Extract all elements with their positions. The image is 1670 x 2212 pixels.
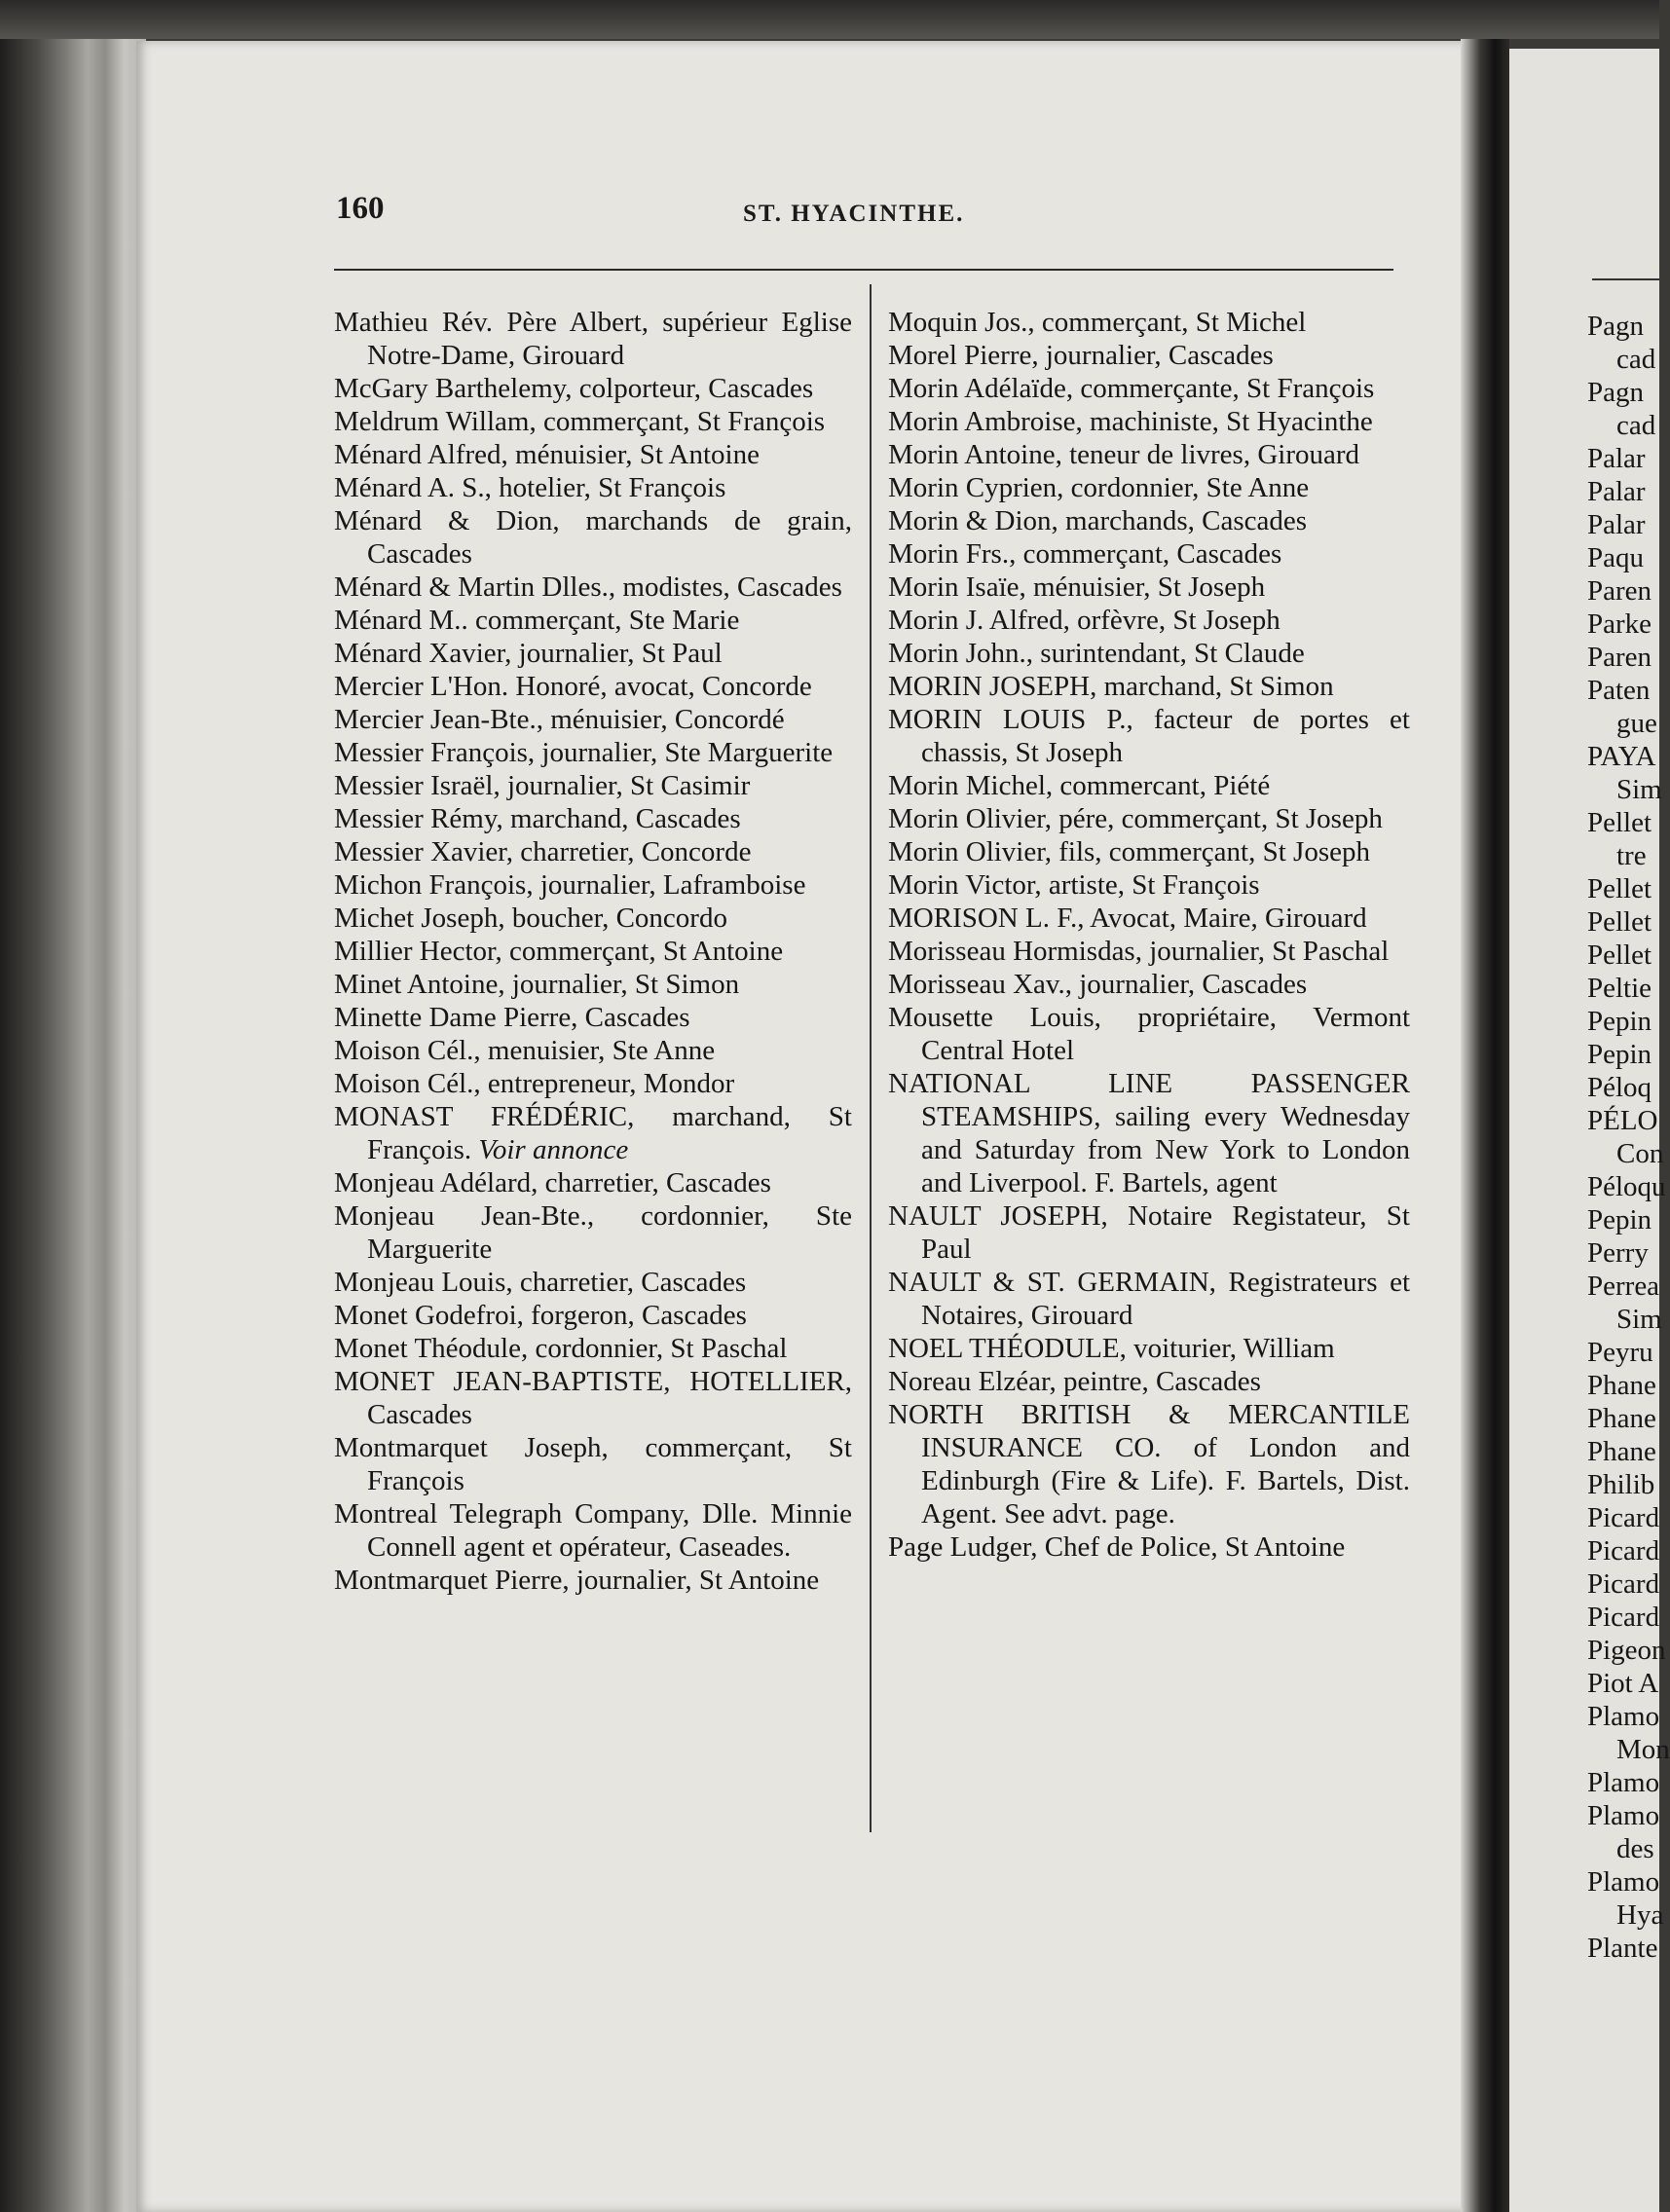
directory-entry	[888, 1199, 1410, 1266]
directory-entry	[334, 438, 852, 471]
entry-text: Morisseau Hormisdas, journalier, St Paschal	[888, 936, 1390, 967]
facing-page-fragment: Pellet	[1587, 807, 1652, 838]
entry-text: Morin Ambroise, machiniste, St Hyacinthe	[888, 406, 1373, 437]
entry-text: Morin J. Alfred, orfèvre, St Joseph	[888, 605, 1280, 636]
entry-text: Messier Israël, journalier, St Casimir	[334, 770, 751, 801]
entry-text: Monet Godefroi, forgeron, Cascades	[334, 1300, 747, 1331]
entry-text: NAULT JOSEPH, Notaire Registateur, St Paul	[888, 1200, 1410, 1265]
entry-text: Messier François, journalier, Ste Marguerite	[334, 737, 834, 768]
entry-text: Michet Joseph, boucher, Concordo	[334, 903, 727, 934]
directory-entry	[888, 902, 1410, 935]
entry-text: Millier Hector, commerçant, St Antoine	[334, 936, 784, 967]
facing-page-fragment: Pagn	[1587, 377, 1644, 408]
facing-page-fragment: tre	[1616, 840, 1647, 871]
directory-entry	[334, 604, 852, 637]
directory-entry	[334, 1100, 852, 1166]
directory-entry	[334, 1001, 852, 1034]
facing-page-fragment: Picard	[1587, 1502, 1660, 1533]
facing-page-fragment: Perry	[1587, 1237, 1649, 1269]
facing-page-fragment: Pagn	[1587, 311, 1644, 342]
entry-text: Page Ludger, Chef de Police, St Antoine	[888, 1531, 1346, 1563]
entry-text: Mercier Jean-Bte., ménuisier, Concordé	[334, 704, 785, 735]
facing-page-rule	[1592, 278, 1659, 280]
directory-entry	[334, 1199, 852, 1266]
directory-entry	[334, 1497, 852, 1564]
facing-page-fragment: Pepin	[1587, 1204, 1652, 1235]
directory-entry	[334, 571, 852, 604]
facing-page-fragment: Picard	[1587, 1535, 1660, 1567]
directory-entry	[334, 1266, 852, 1299]
directory-entry	[334, 1166, 852, 1199]
directory-entry	[334, 868, 852, 902]
facing-page-fragment: Paren	[1587, 575, 1652, 607]
entry-text: Monet Théodule, cordonnier, St Paschal	[334, 1333, 788, 1364]
right-column	[888, 306, 1410, 1564]
facing-page-fragment: PÉLO	[1587, 1105, 1658, 1136]
directory-entry	[888, 1365, 1410, 1398]
directory-entry	[888, 471, 1410, 504]
entry-text: Minet Antoine, journalier, St Simon	[334, 969, 740, 1000]
entry-text: Morin Adélaïde, commerçante, St François	[888, 373, 1375, 404]
directory-entry	[888, 670, 1410, 703]
entry-text: Morin Isaïe, ménuisier, St Joseph	[888, 571, 1266, 603]
entry-text: Morisseau Xav., journalier, Cascades	[888, 969, 1308, 1000]
directory-entry	[888, 769, 1410, 802]
entry-text: MONAST FRÉDÉRIC, marchand, St François.	[334, 1101, 852, 1165]
entry-text: Montmarquet Pierre, journalier, St Antoine	[334, 1565, 820, 1596]
directory-entry	[334, 405, 852, 438]
facing-page-fragment: Pepin	[1587, 1039, 1652, 1070]
directory-entry	[888, 968, 1410, 1001]
entry-text: NAULT & ST. GERMAIN, Registrateurs et Notaires, Girouard	[888, 1267, 1410, 1331]
entry-text: NORTH BRITISH & MERCANTILE INSURANCE CO. of London and Edinburgh (Fire & Life). F. Bartels, Dist. Agent. See advt. page.	[888, 1399, 1410, 1530]
facing-page-fragment: Parke	[1587, 608, 1652, 640]
entry-text: NOEL THÉODULE, voiturier, William	[888, 1333, 1335, 1364]
entry-text: Monjeau Louis, charretier, Cascades	[334, 1267, 747, 1298]
facing-page-fragment: Pellet	[1587, 940, 1652, 971]
facing-page-fragment: Picard	[1587, 1568, 1660, 1600]
entry-text: Ménard & Dion, marchands de grain, Cascades	[334, 505, 852, 570]
facing-page-fragment: Paten	[1587, 675, 1651, 706]
facing-page-fragment: Perrea	[1587, 1271, 1660, 1302]
entry-text: Morel Pierre, journalier, Cascades	[888, 340, 1274, 371]
entry-text: Monjeau Jean-Bte., cordonnier, Ste Marguerite	[334, 1200, 852, 1265]
facing-page-fragment: Mon	[1616, 1734, 1670, 1765]
directory-entry	[888, 1001, 1410, 1067]
entry-text: Ménard A. S., hotelier, St François	[334, 472, 726, 503]
entry-text: Morin John., surintendant, St Claude	[888, 638, 1305, 669]
directory-entry	[888, 802, 1410, 835]
facing-page-fragment: Plamo	[1587, 1701, 1660, 1732]
directory-entry	[888, 372, 1410, 405]
entry-text: Morin & Dion, marchands, Cascades	[888, 505, 1308, 536]
entry-text: Ménard Alfred, ménuisier, St Antoine	[334, 439, 760, 470]
directory-entry	[334, 1365, 852, 1431]
entry-text: Messier Rémy, marchand, Cascades	[334, 803, 741, 834]
directory-entry	[334, 902, 852, 935]
top-shadow	[0, 0, 1659, 39]
entry-text: Mousette Louis, propriétaire, Vermont Central Hotel	[888, 1002, 1410, 1066]
directory-entry	[888, 1067, 1410, 1199]
directory-entry	[334, 1299, 852, 1332]
directory-entry	[334, 1431, 852, 1497]
entry-text: Morin Victor, artiste, St François	[888, 869, 1260, 901]
facing-page-fragment: des	[1616, 1833, 1654, 1864]
entry-text: MONET JEAN-BAPTISTE, HOTELLIER, Cascades	[334, 1366, 852, 1430]
entry-text: Morin Antoine, teneur de livres, Girouard	[888, 439, 1360, 470]
book-gutter	[1461, 39, 1509, 2212]
entry-text: Meldrum Willam, commerçant, St François	[334, 406, 826, 437]
directory-entry	[334, 372, 852, 405]
entry-text: Minette Dame Pierre, Cascades	[334, 1002, 690, 1033]
entry-text: Morin Michel, commercant, Piété	[888, 770, 1271, 801]
facing-page-fragment: Palar	[1587, 476, 1646, 507]
facing-page-fragment: Plamo	[1587, 1767, 1660, 1798]
directory-entry	[334, 835, 852, 868]
directory-entry	[888, 438, 1410, 471]
entry-text: Montmarquet Joseph, commerçant, St François	[334, 1432, 852, 1496]
facing-page-fragment: Péloq	[1587, 1072, 1652, 1103]
entry-text: Messier Xavier, charretier, Concorde	[334, 836, 752, 867]
directory-entry	[888, 405, 1410, 438]
facing-page-fragment: PAYA	[1587, 741, 1656, 772]
facing-page-fragment: Con	[1616, 1138, 1664, 1169]
facing-page-fragment: Péloqu	[1587, 1171, 1666, 1202]
facing-page-fragment: Philib	[1587, 1469, 1655, 1500]
entry-text: Morin Olivier, pére, commerçant, St Joseph	[888, 803, 1383, 834]
entry-text: MORIN LOUIS P., facteur de portes et chassis, St Joseph	[888, 704, 1410, 768]
entry-text: Moquin Jos., commerçant, St Michel	[888, 307, 1307, 338]
directory-entry	[334, 1332, 852, 1365]
directory-entry	[888, 1332, 1410, 1365]
directory-entry	[888, 868, 1410, 902]
book-binding-edge	[0, 0, 146, 2212]
directory-entry	[334, 471, 852, 504]
facing-page-fragment: gue	[1616, 708, 1657, 739]
facing-page-fragment: Peyru	[1587, 1337, 1653, 1368]
entry-text: Moison Cél., menuisier, Ste Anne	[334, 1035, 716, 1066]
facing-page-fragment: Palar	[1587, 443, 1646, 474]
facing-page-fragment: Picard	[1587, 1602, 1660, 1633]
entry-text: Ménard Xavier, journalier, St Paul	[334, 638, 723, 669]
directory-entry	[888, 504, 1410, 537]
directory-entry	[334, 504, 852, 571]
facing-page-fragment: Phane	[1587, 1370, 1656, 1401]
header-rule	[334, 269, 1393, 271]
directory-entry	[888, 339, 1410, 372]
entry-text: Morin Olivier, fils, commerçant, St Joseph	[888, 836, 1370, 867]
directory-entry	[334, 802, 852, 835]
column-divider	[870, 284, 872, 1832]
directory-entry	[888, 571, 1410, 604]
entry-text: Ménard & Martin Dlles., modistes, Cascades	[334, 571, 842, 603]
facing-page-fragment: Pigeon	[1587, 1635, 1666, 1666]
facing-page-fragment: Plamo	[1587, 1866, 1660, 1898]
entry-text: NATIONAL LINE PASSENGER STEAMSHIPS, sailing every Wednesday and Saturday from New York to London and Liverpool. F. Bartels, agent	[888, 1068, 1410, 1198]
directory-entry	[888, 637, 1410, 670]
directory-entry	[334, 670, 852, 703]
facing-page-fragment: Pellet	[1587, 906, 1652, 938]
entry-text: Michon François, journalier, Laframboise	[334, 869, 806, 901]
entry-text: MORISON L. F., Avocat, Maire, Girouard	[888, 903, 1367, 934]
directory-entry	[888, 935, 1410, 968]
facing-page-fragment: Sim	[1616, 774, 1662, 805]
facing-page-fragment: Peltie	[1587, 973, 1652, 1004]
directory-entry	[888, 1398, 1410, 1530]
directory-entry	[888, 835, 1410, 868]
facing-page-fragment: Plante	[1587, 1933, 1658, 1964]
facing-page-fragment: cad	[1616, 410, 1656, 441]
directory-entry	[334, 1034, 852, 1067]
directory-entry	[334, 1067, 852, 1100]
entry-text: Moison Cél., entrepreneur, Mondor	[334, 1068, 735, 1099]
directory-entry	[888, 703, 1410, 769]
facing-page-fragment: Plamo	[1587, 1800, 1660, 1831]
page-number: 160	[336, 191, 385, 226]
facing-page-fragment: Phane	[1587, 1403, 1656, 1434]
directory-entry	[888, 306, 1410, 339]
directory-entry	[334, 703, 852, 736]
facing-page-fragment: Paqu	[1587, 542, 1644, 573]
facing-page-fragment: cad	[1616, 344, 1656, 375]
directory-entry	[888, 1266, 1410, 1332]
directory-entry	[888, 1530, 1410, 1564]
directory-entry	[334, 769, 852, 802]
facing-page-fragment: Paren	[1587, 642, 1652, 673]
left-column	[334, 306, 852, 1597]
facing-page-fragment: Palar	[1587, 509, 1646, 540]
entry-text: MORIN JOSEPH, marchand, St Simon	[888, 671, 1334, 702]
facing-page-fragment: Pellet	[1587, 873, 1652, 904]
running-title: ST. HYACINTHE.	[743, 201, 965, 227]
facing-page-fragment: Sim	[1616, 1304, 1662, 1335]
entry-text: Monjeau Adélard, charretier, Cascades	[334, 1167, 771, 1198]
entry-text: Mercier L'Hon. Honoré, avocat, Concorde	[334, 671, 812, 702]
directory-entry	[334, 306, 852, 372]
facing-page-fragment: Piot A	[1587, 1668, 1659, 1699]
facing-page-fragment: Hya	[1616, 1899, 1664, 1931]
directory-entry	[334, 968, 852, 1001]
entry-text: Noreau Elzéar, peintre, Cascades	[888, 1366, 1261, 1397]
entry-text: Mathieu Rév. Père Albert, supérieur Eglise Notre-Dame, Girouard	[334, 307, 852, 371]
entry-text: Montreal Telegraph Company, Dlle. Minnie Connell agent et opérateur, Caseades.	[334, 1498, 852, 1563]
facing-page-column	[1587, 310, 1670, 1965]
directory-entry	[888, 537, 1410, 571]
facing-page-fragment: Pepin	[1587, 1006, 1652, 1037]
directory-entry	[334, 637, 852, 670]
facing-page-fragment: Phane	[1587, 1436, 1656, 1467]
entry-text: McGary Barthelemy, colporteur, Cascades	[334, 373, 814, 404]
entry-note: Voir annonce	[478, 1134, 629, 1165]
directory-entry	[334, 935, 852, 968]
directory-entry	[888, 604, 1410, 637]
entry-text: Morin Frs., commerçant, Cascades	[888, 538, 1282, 570]
entry-text: Ménard M.. commerçant, Ste Marie	[334, 605, 740, 636]
directory-entry	[334, 1564, 852, 1597]
entry-text: Morin Cyprien, cordonnier, Ste Anne	[888, 472, 1310, 503]
directory-entry	[334, 736, 852, 769]
